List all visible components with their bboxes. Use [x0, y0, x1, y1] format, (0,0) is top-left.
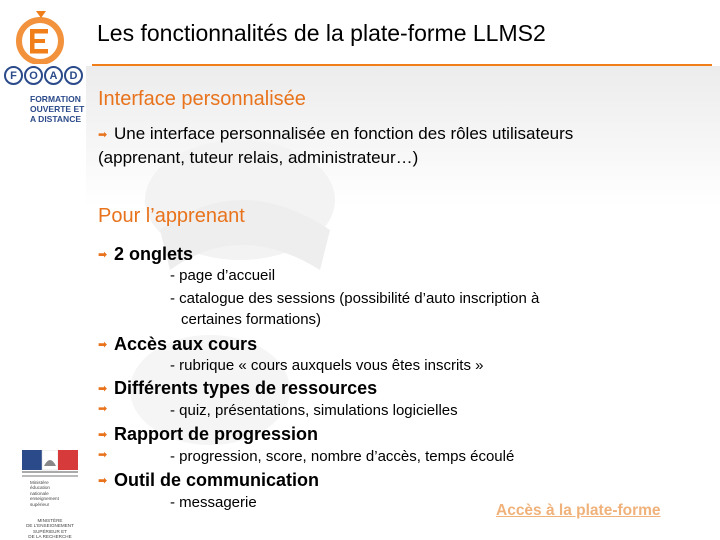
bullet-item-resources: [98, 378, 377, 399]
page-title: Les fonctionnalités de la plate-forme LLMS2: [97, 20, 546, 46]
arrow-right-icon: ➡: [98, 429, 108, 441]
section-heading-interface: Interface personnalisée: [98, 88, 306, 110]
bullet-text: Différents types de ressources: [114, 378, 378, 398]
ministry-line: DE L'ENSEIGNEMENT: [26, 523, 74, 529]
foad-subtitle: [30, 94, 90, 124]
arrow-right-icon: ➡: [98, 249, 108, 261]
sub-item: - catalogue des sessions (possibilité d’auto inscription à: [170, 290, 540, 307]
foad-letter-d: D: [64, 66, 83, 85]
academy-line: éducation: [30, 485, 50, 491]
foad-letter-o: O: [24, 66, 43, 85]
sub-item: - progression, score, nombre d’accès, temps écoulé: [170, 448, 515, 465]
bullet-item: [98, 124, 573, 144]
academy-line: supérieur: [30, 501, 50, 507]
academy-line: nationale: [30, 490, 49, 496]
ministry-line: MINISTÈRE: [37, 518, 63, 523]
sub-item: - quiz, présentations, simulations logicielles: [170, 402, 458, 419]
platform-access-link[interactable]: Accès à la plate-forme: [496, 502, 661, 519]
e-accent-logo-icon: [14, 8, 66, 64]
bullet-item-communication: [98, 470, 319, 491]
arrow-right-icon: ➡: [98, 339, 108, 351]
sub-item: certaines formations): [181, 311, 322, 328]
ministry-text: [22, 518, 78, 540]
sub-bullet: [98, 402, 114, 415]
ministry-line: SUPÉRIEUR ET: [33, 528, 67, 534]
arrow-right-icon: ➡: [98, 128, 108, 141]
sub-bullet: [98, 448, 114, 461]
sub-item: - messagerie: [170, 494, 257, 511]
ministry-line: DE LA RECHERCHE: [28, 534, 72, 540]
academy-line: Ministère: [30, 480, 49, 485]
arrow-right-icon: ➡: [98, 449, 108, 461]
foad-subtitle-line: FORMATION: [30, 94, 81, 104]
logo-column: [0, 0, 86, 540]
title-divider: [92, 64, 712, 66]
arrow-right-icon: ➡: [98, 475, 108, 487]
sub-item: - page d’accueil: [170, 267, 276, 284]
section-heading-learner: Pour l’apprenant: [98, 205, 245, 227]
bullet-text: Une interface personnalisée en fonction des rôles utilisateurs: [114, 124, 574, 143]
foad-subtitle-line: A DISTANCE: [30, 114, 81, 124]
arrow-right-icon: ➡: [98, 403, 108, 415]
bullet-item-tabs: [98, 244, 193, 265]
arrow-right-icon: ➡: [98, 383, 108, 395]
bullet-continuation: (apprenant, tuteur relais, administrateur…): [98, 148, 419, 167]
ministry-logo: [22, 450, 80, 540]
foad-letter-a: A: [44, 66, 63, 85]
foad-logo: [4, 66, 84, 92]
sub-item: - rubrique « cours auxquels vous êtes inscrits »: [170, 357, 484, 374]
bullet-item-progress-report: [98, 424, 318, 445]
academy-line: enseignement: [30, 496, 59, 502]
bullet-text: 2 onglets: [114, 244, 194, 264]
foad-letter-f: F: [4, 66, 23, 85]
foad-subtitle-line: OUVERTE ET: [30, 104, 85, 114]
bullet-text: Accès aux cours: [114, 334, 258, 354]
bullet-text: Rapport de progression: [114, 424, 319, 444]
bullet-text: Outil de communication: [114, 470, 320, 490]
bullet-item-course-access: [98, 334, 257, 355]
academy-text: [30, 480, 78, 507]
marianne-icon: [22, 450, 78, 478]
